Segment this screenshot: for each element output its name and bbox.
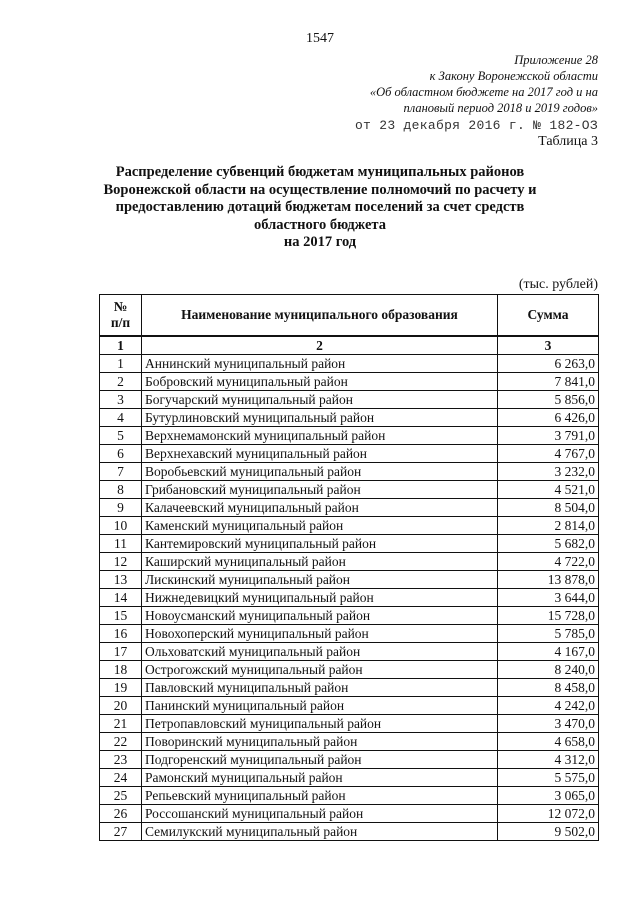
table-row	[100, 589, 599, 607]
table-row	[100, 409, 599, 427]
row-number: 15	[100, 607, 142, 625]
row-number: 7	[100, 463, 142, 481]
row-name: Каменский муниципальный район	[142, 517, 498, 535]
table-row	[100, 427, 599, 445]
title-line-2: Воронежской области на осуществление полномочий по расчету и	[103, 181, 537, 198]
row-name: Грибановский муниципальный район	[142, 481, 498, 499]
row-sum: 4 521,0	[498, 481, 599, 499]
table-row	[100, 733, 599, 751]
appendix-note	[370, 52, 598, 116]
title-line-1: Распределение субвенций бюджетам муниципальных районов	[115, 164, 525, 180]
row-sum: 6 263,0	[498, 355, 599, 373]
row-number: 13	[100, 571, 142, 589]
row-name: Нижнедевицкий муниципальный район	[142, 589, 498, 607]
row-name: Новоусманский муниципальный район	[142, 607, 498, 625]
column-number-1: 1	[100, 336, 142, 355]
row-number: 14	[100, 589, 142, 607]
appendix-line-1: Приложение 28	[514, 53, 598, 67]
table-row	[100, 373, 599, 391]
row-number: 24	[100, 769, 142, 787]
row-name: Воробьевский муниципальный район	[142, 463, 498, 481]
table-row	[100, 445, 599, 463]
row-number: 19	[100, 679, 142, 697]
table-row	[100, 355, 599, 373]
subsidy-table	[99, 294, 599, 841]
row-sum: 8 240,0	[498, 661, 599, 679]
row-number: 3	[100, 391, 142, 409]
row-name: Бобровский муниципальный район	[142, 373, 498, 391]
header-number	[100, 295, 142, 337]
row-sum: 3 065,0	[498, 787, 599, 805]
title-line-3: предоставлению дотаций бюджетам поселений за счет средств	[115, 199, 525, 215]
appendix-line-4: плановый период 2018 и 2019 годов»	[403, 101, 598, 115]
table-row	[100, 553, 599, 571]
row-name: Верхнемамонский муниципальный район	[142, 427, 498, 445]
row-number: 27	[100, 823, 142, 841]
row-name: Каширский муниципальный район	[142, 553, 498, 571]
row-sum: 8 504,0	[498, 499, 599, 517]
row-name: Россошанский муниципальный район	[142, 805, 498, 823]
row-number: 10	[100, 517, 142, 535]
table-row	[100, 805, 599, 823]
row-sum: 4 767,0	[498, 445, 599, 463]
table-row	[100, 769, 599, 787]
row-name: Аннинский муниципальный район	[142, 355, 498, 373]
table-row	[100, 481, 599, 499]
row-name: Новохоперский муниципальный район	[142, 625, 498, 643]
row-number: 9	[100, 499, 142, 517]
title-line-4: областного бюджета	[254, 216, 386, 233]
table-row	[100, 499, 599, 517]
row-number: 4	[100, 409, 142, 427]
appendix-line-2: к Закону Воронежской области	[429, 69, 598, 83]
table-row	[100, 607, 599, 625]
table-row	[100, 787, 599, 805]
table-row	[100, 517, 599, 535]
header-number-line-2: п/п	[110, 315, 131, 330]
row-name: Богучарский муниципальный район	[142, 391, 498, 409]
column-number-row	[100, 336, 599, 355]
row-sum: 4 722,0	[498, 553, 599, 571]
row-name: Верхнехавский муниципальный район	[142, 445, 498, 463]
row-number: 26	[100, 805, 142, 823]
units-label: (тыс. рублей)	[518, 277, 598, 292]
table-row	[100, 625, 599, 643]
table-label: Таблица 3	[538, 134, 598, 149]
row-number: 5	[100, 427, 142, 445]
row-number: 8	[100, 481, 142, 499]
row-number: 2	[100, 373, 142, 391]
row-sum: 3 644,0	[498, 589, 599, 607]
table-row	[100, 679, 599, 697]
row-sum: 4 167,0	[498, 643, 599, 661]
row-sum: 3 232,0	[498, 463, 599, 481]
table-row	[100, 571, 599, 589]
row-number: 21	[100, 715, 142, 733]
row-sum: 5 856,0	[498, 391, 599, 409]
table-row	[100, 715, 599, 733]
table-body	[100, 336, 599, 841]
row-name: Семилукский муниципальный район	[142, 823, 498, 841]
table-row	[100, 697, 599, 715]
header-sum: Сумма	[498, 295, 599, 337]
row-sum: 2 814,0	[498, 517, 599, 535]
document-title	[60, 164, 580, 252]
page-number: 1547	[306, 31, 334, 46]
column-number-3: 3	[498, 336, 599, 355]
row-number: 12	[100, 553, 142, 571]
row-sum: 4 658,0	[498, 733, 599, 751]
row-sum: 15 728,0	[498, 607, 599, 625]
row-name: Кантемировский муниципальный район	[142, 535, 498, 553]
row-sum: 5 575,0	[498, 769, 599, 787]
row-name: Ольховатский муниципальный район	[142, 643, 498, 661]
date-stamp: от 23 декабря 2016 г. № 182-ОЗ	[354, 118, 598, 133]
row-name: Репьевский муниципальный район	[142, 787, 498, 805]
row-name: Лискинский муниципальный район	[142, 571, 498, 589]
row-sum: 4 242,0	[498, 697, 599, 715]
row-name: Поворинский муниципальный район	[142, 733, 498, 751]
row-name: Калачеевский муниципальный район	[142, 499, 498, 517]
row-sum: 3 791,0	[498, 427, 599, 445]
row-number: 23	[100, 751, 142, 769]
row-name: Острогожский муниципальный район	[142, 661, 498, 679]
table-row	[100, 751, 599, 769]
table-header-row	[100, 295, 599, 337]
table-row	[100, 643, 599, 661]
row-name: Панинский муниципальный район	[142, 697, 498, 715]
row-sum: 5 682,0	[498, 535, 599, 553]
row-number: 11	[100, 535, 142, 553]
row-sum: 9 502,0	[498, 823, 599, 841]
row-sum: 7 841,0	[498, 373, 599, 391]
row-number: 25	[100, 787, 142, 805]
row-number: 22	[100, 733, 142, 751]
row-name: Бутурлиновский муниципальный район	[142, 409, 498, 427]
appendix-line-3: «Об областном бюджете на 2017 год и на	[369, 85, 598, 99]
row-sum: 4 312,0	[498, 751, 599, 769]
table-row	[100, 535, 599, 553]
row-sum: 5 785,0	[498, 625, 599, 643]
header-number-line-1: №	[113, 299, 128, 314]
row-name: Подгоренский муниципальный район	[142, 751, 498, 769]
row-name: Павловский муниципальный район	[142, 679, 498, 697]
row-name: Рамонский муниципальный район	[142, 769, 498, 787]
column-number-2: 2	[142, 336, 498, 355]
row-number: 20	[100, 697, 142, 715]
table-row	[100, 391, 599, 409]
row-name: Петропавловский муниципальный район	[142, 715, 498, 733]
row-number: 18	[100, 661, 142, 679]
row-number: 1	[100, 355, 142, 373]
row-sum: 8 458,0	[498, 679, 599, 697]
row-number: 16	[100, 625, 142, 643]
table-row	[100, 661, 599, 679]
row-number: 6	[100, 445, 142, 463]
row-sum: 13 878,0	[498, 571, 599, 589]
table-row	[100, 823, 599, 841]
title-line-5: на 2017 год	[283, 234, 357, 250]
row-sum: 6 426,0	[498, 409, 599, 427]
row-sum: 12 072,0	[498, 805, 599, 823]
table-row	[100, 463, 599, 481]
header-name: Наименование муниципального образования	[142, 295, 498, 337]
row-number: 17	[100, 643, 142, 661]
row-sum: 3 470,0	[498, 715, 599, 733]
